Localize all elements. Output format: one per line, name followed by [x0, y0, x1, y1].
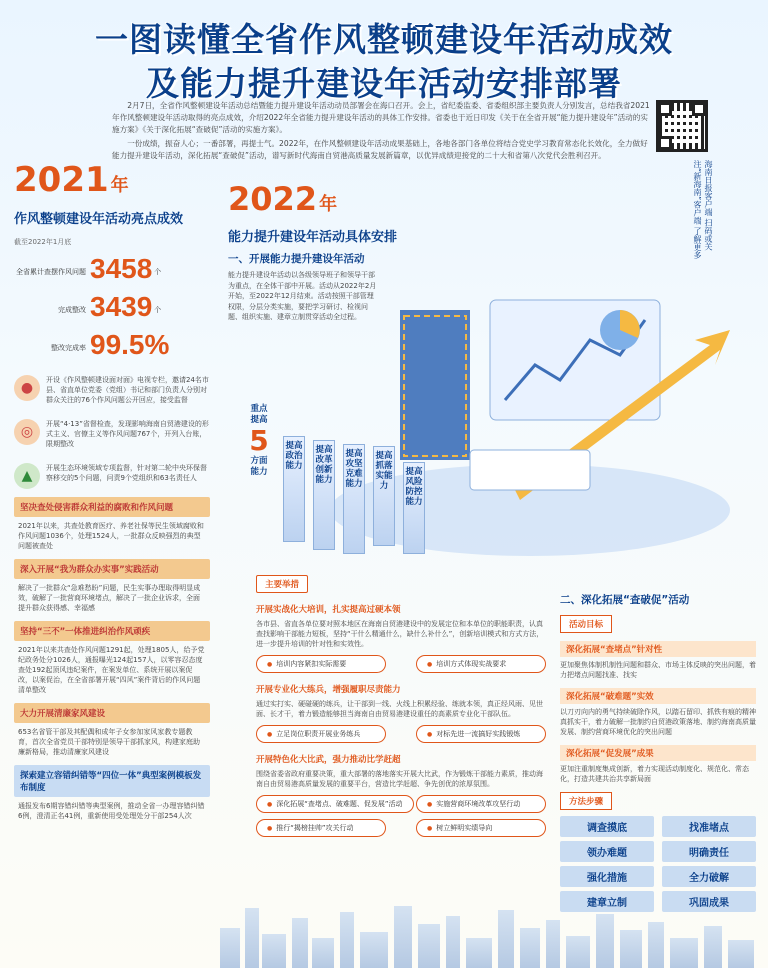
method-step: 建章立制: [560, 891, 654, 912]
qr-note: 海南日报客户端 扫码或关注“新海南”客户端 了解更多: [693, 160, 713, 259]
year-2021-number: 2021: [14, 160, 109, 200]
bullet-ecology: [14, 463, 210, 489]
year-2021-heading: [14, 160, 210, 206]
stat-completed: [14, 289, 210, 323]
measure-drill-pills: [256, 725, 546, 743]
method-step: 找准堵点: [662, 816, 756, 837]
mid-section-1-heading: 一、开展能力提升建设年活动: [228, 253, 365, 265]
stat-label: 全省累计查摆作风问题: [16, 268, 86, 276]
qr-code-icon[interactable]: [656, 100, 708, 152]
five-abilities-number: 5: [249, 424, 269, 457]
bullet-text: 开展生态环境领域专项监督，针对第二轮中央环保督察移交的5个问题，问责9个党组织和63名责任人: [46, 464, 207, 482]
pill: ● 立足岗位职责开展业务练兵: [256, 725, 386, 743]
bullet-text: 开设《作风整顿建设面对面》电视专栏，邀请24名市县、省直单位党委（党组）书记和部门负责人分别对群众关注的76个作风问题公开回应，接受监督: [46, 376, 209, 404]
measure-contest-text: 围绕省委省政府重要决策，重大部署的落地落实开展大比武，作为锻炼干部能力素质，推动海南自由贸易港高质量发展的重要平台，营造比学赶超、争先创优的浓厚氛围。: [256, 770, 543, 788]
magnifier-icon: ◎: [14, 419, 40, 445]
main-measures-heading: 主要举措: [256, 575, 308, 593]
section-body-family: 653名省管干部及其配偶和成年子女参加家风家教专题教育，首次全省党员干部特别是领导干部抓家风，构建家庭助廉新格局，推动清廉家风建设: [18, 728, 200, 756]
pillar-risk: 提高风险防控能力: [403, 462, 425, 554]
stat-unit: 个: [154, 268, 162, 276]
pill: ● 树立鲜明实绩导向: [416, 819, 546, 837]
measure-contest-pills-b: [256, 819, 546, 837]
method-step: 巩固成果: [662, 891, 756, 912]
stat-total-issues: [14, 251, 210, 285]
section-head-case: 探索建立容错纠错等“四位一体”典型案例模板发布制度: [14, 765, 210, 797]
five-abilities-bottom: 方面能力: [250, 456, 268, 477]
method-step: 明确责任: [662, 841, 756, 862]
measure-drill-text: 通过实打实、硬碰硬的练兵，让干部到一线、火线上积累经验、练就本领，真正经风雨、见世面、长才干，着力锻造能够担当海南自由贸易港建设重任的高素质专业化干部队伍。: [256, 700, 543, 718]
measure-training-title: 开展实战化大培训，扎实提高过硬本领: [256, 605, 401, 615]
goal-find-desc: 更加聚焦体制机制性问题和群众、市场主体反映的突出问题，着力把堵点问题找准、找实: [560, 661, 756, 679]
right-section-heading: 二、深化拓展“查破促”活动: [560, 594, 690, 606]
year-2022-number: 2022: [228, 180, 318, 218]
method-step: 强化措施: [560, 866, 654, 887]
title-line-1: 一图读懂全省作风整顿建设年活动成效: [95, 20, 673, 59]
goal-solve-title: 深化拓展“破难题”实效: [560, 688, 756, 704]
section-head-family: 大力开展清廉家风建设: [14, 703, 210, 723]
stat-label: 整改完成率: [51, 344, 86, 352]
method-step: 全力破解: [662, 866, 756, 887]
main-measures: [256, 572, 546, 837]
section-head-practical: 深入开展“我为群众办实事”实践活动: [14, 559, 210, 579]
stat-label: 完成整改: [58, 306, 86, 314]
pillar-implement: 提高抓落实能力: [373, 446, 395, 546]
tree-icon: ▲: [14, 463, 40, 489]
five-abilities-top: 重点提高: [250, 404, 268, 425]
section-head-corruption: 坚决查处侵害群众利益的腐败和作风问题: [14, 497, 210, 517]
five-abilities-label: [248, 404, 270, 478]
goal-promote-desc: 更加注重制度集成创新，着力实现活动制度化、规范化、常态化，打造共建共治共享新局面: [560, 765, 749, 783]
microphone-icon: ●: [14, 375, 40, 401]
city-skyline: [0, 898, 768, 968]
measure-training-text: 各市县、省直各单位要对照本地区在海南自贸港建设中的发展定位和本单位的职能职责，认真查找影响干部能力短板，坚持“干什么精通什么，缺什么补什么”，创新培训模式和方式方法，进一步提升培训的针对性和实效性。: [256, 620, 544, 648]
stat-unit: 个: [154, 306, 162, 314]
title-line-2: 及能力提升建设年活动安排部署: [146, 64, 622, 103]
right-column-chapocu: [560, 592, 756, 912]
section-body-case: 通报发布6期容错纠错等典型案例，推动全省一办理容错纠错6例，澄清正名41例，重新使用受处理处分干部254人次: [18, 802, 205, 820]
method-step: 领办难题: [560, 841, 654, 862]
stat-completion-rate: [14, 327, 210, 361]
measure-training-pills: [256, 655, 546, 673]
year-2022-suffix: 年: [319, 194, 338, 215]
measure-contest-title: 开展特色化大比武，强力推动比学赶超: [256, 755, 401, 765]
left-subtitle: 作风整顿建设年活动亮点成效: [14, 212, 184, 227]
stat-value: 99.5%: [90, 329, 170, 360]
pill: ● 实施营商环境改革攻坚行动: [416, 795, 546, 813]
section-head-three-no: 坚持“三不”一体推进纠治作风顽疾: [14, 621, 210, 641]
year-2022-heading: [228, 180, 558, 224]
section-body-corruption: 2021年以来，共查处教育医疗、养老社保等民生领域腐败和作风问题1036个，处理1524人，一批群众反映强烈的典型问题被查处: [18, 522, 204, 550]
measure-contest-pills-a: [256, 795, 546, 813]
pillar-political: 提高政治能力: [283, 436, 305, 542]
stat-value: 3458: [90, 253, 153, 284]
section-body-practical: 解决了一批群众“急难愁盼”问题，民生实事办理取得明显成效，破解了一批营商环境堵点，解决了一批企业诉求，全面提升群众获得感、幸福感: [18, 584, 201, 612]
mid-subtitle: 能力提升建设年活动具体安排: [228, 230, 398, 245]
method-heading: 方法步骤: [560, 792, 612, 810]
left-column-2021: [14, 160, 210, 821]
intro-paragraph-1: 2月7日，全省作风整顿建设年活动总结暨能力提升建设年活动动员部署会在海口召开。会上，省纪委监委、省委组织部主要负责人分别发言，总结我省2021年作风整顿建设年活动取得的亮点成效，介绍2022年全省能力提升建设年活动的具体工作安排。省委也于近日印发《关于在全省开展“能力提升建设年”活动的实施方案》《关于深化拓展“查破促”活动的实施方案》。: [112, 101, 650, 134]
mid-section-1-text: 能力提升建设年活动以各级领导班子和领导干部为重点，在全体干部中开展。活动从2022年2月开始，至2022年12月结束。活动按照干部管理权限，分层分类实施，要把学习研讨、检视问题、组织实施、建章立制贯穿活动全过程。: [228, 271, 377, 321]
bullet-tv-program: [14, 375, 210, 405]
page-title: [0, 18, 768, 106]
pill: ● 深化拓展“查堵点、破难题、促发展”活动: [256, 795, 414, 813]
goal-find-title: 深化拓展“查堵点”针对性: [560, 641, 756, 657]
activity-goal-heading: 活动目标: [560, 615, 612, 633]
intro-text: [112, 100, 650, 164]
pillar-tough: 提高攻坚克难能力: [343, 444, 365, 554]
stat-value: 3439: [90, 291, 153, 322]
goal-solve-desc: 以刀刃向内的勇气持续破除作风，以踏石留印、抓铁有痕的精神真抓实干，着力破解一批制约自贸港政策落地、制约海南高质量发展、制约营商环境优化的突出问题: [560, 708, 756, 736]
pill: ● 对标先进一流搞好实践锻炼: [416, 725, 546, 743]
as-of-date: 截至2022年1月底: [14, 238, 72, 246]
goal-promote-title: 深化拓展“促发展”成果: [560, 745, 756, 761]
bullet-inspection: [14, 419, 210, 449]
section-body-three-no: 2021年以来共查处作风问题1291起，处理1805人，给予党纪政务处分1026人，通报曝光124起157人，以零容忍态度查处192起顶风违纪案件，在案发单位、系统开展以案促改，以案促治，在全省部署开展“四风”案件背后的作风问题清单整改: [18, 646, 205, 694]
pill: ● 培训内容紧扣实际需要: [256, 655, 386, 673]
pill: ● 培训方式体现实战要求: [416, 655, 546, 673]
intro-paragraph-2: 一份成绩，振奋人心；一番部署，再提士气。2022年，在作风整顿建设年活动成果基础上，各地各部门各单位将结合党史学习教育常态化长效化，全力做好能力提升建设年活动，深化拓展“查破促”活动，谱写新时代海南自贸港高质量发展新篇章，以优异成绩迎接党的二十大和省第八次党代会胜利召开。: [112, 139, 648, 160]
year-2021-suffix: 年: [110, 175, 129, 196]
method-step: 调查摸底: [560, 816, 654, 837]
pillar-reform: 提高改革创新能力: [313, 440, 335, 550]
bullet-text: 开展“4·13”省督检查，发现影响海南自贸港建设的形式主义、官僚主义等作风问题767个，开列入台账，限期整改: [46, 420, 209, 448]
measure-drill-title: 开展专业化大练兵，增强履职尽责能力: [256, 685, 401, 695]
pill: ● 推行“揭榜挂帅”攻关行动: [256, 819, 386, 837]
